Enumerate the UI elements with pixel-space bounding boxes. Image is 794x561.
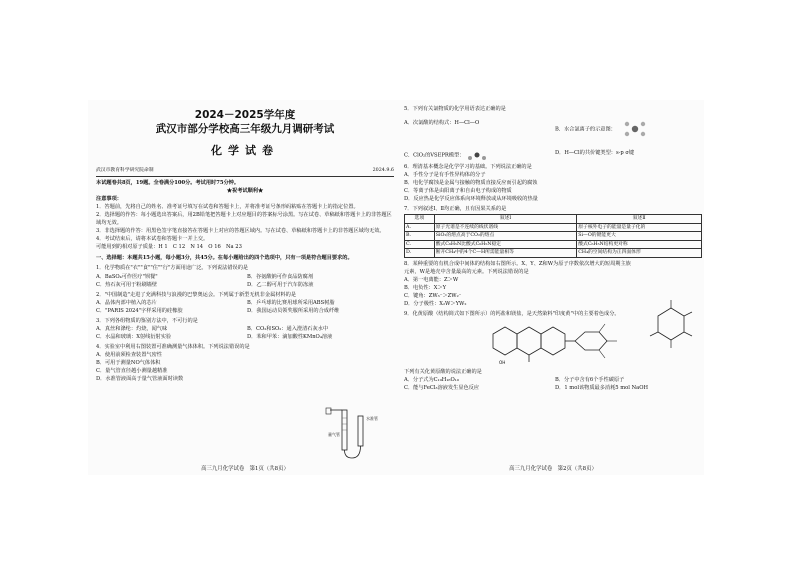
option-b: B．可用于测量NO气体体积 [96, 360, 161, 367]
page-1 [96, 100, 394, 475]
table-cell: D. [405, 249, 435, 257]
notice-title: 注意事项： [96, 195, 122, 202]
option-a: A．手性分子是有手性异构体的分子 [404, 172, 486, 179]
option-c: C．量气管直径越小测量越精准 [96, 368, 168, 375]
table-cell: Si—O的键能更大 [577, 232, 702, 240]
option-b: B．电化学腐蚀是金属与接触的物质直接反应而引起的腐蚀 [404, 180, 538, 187]
intro-line: 本试题卷共8页，19题。全卷满分100分。考试用时75分钟。 [96, 179, 240, 186]
question-5 [404, 105, 702, 161]
page-2 [404, 100, 702, 475]
option-a: A．BaSO₄可作医疗"钡餐" [96, 273, 158, 280]
meta-line [96, 167, 394, 176]
option-b [555, 119, 702, 139]
table-cell: SiO₂的熔点高于CO₂的熔点 [434, 232, 577, 240]
option-c: C．"PARIS 2024"字样采用的硅橡胶 [96, 307, 183, 314]
question-stem: 6．理清基本概念是化学学习的基础。下列说法正确的是 [404, 164, 532, 171]
option-a: A．次氯酸的结构式：H—Cl—O [404, 120, 480, 127]
table-header: 叙述Ⅱ [577, 215, 702, 223]
hydroxyl-label: OH [499, 359, 506, 365]
question-stem: 7．下列叙述Ⅰ、Ⅱ均正确，且有因果关系的是 [404, 206, 507, 213]
table-cell: 原子核外电子的能量是量子化的 [577, 223, 702, 231]
option-d: D．我国运动员领奖服所采用的合成纤维 [247, 307, 340, 314]
option-d: D．1 mol该物质最多消耗5 mol NaOH [555, 385, 649, 392]
option-a: A．晶体内部中植入的芯片 [96, 299, 157, 306]
water-pipe-label: 水准管 [366, 416, 378, 421]
question-3 [96, 317, 394, 341]
notice-2: 2．选择题的作答：每小题选出答案后，用2B铅笔把答题卡上对应题目的答案标号涂黑。写在试卷、草稿纸和答题卡上的非答题区域均无效。 [96, 212, 392, 227]
table-cell: C. [405, 240, 435, 248]
xanthone-glycoside-diagram [473, 318, 633, 368]
option-d: D．苯和甲苯：滴加酸性KMnO₄溶液 [247, 333, 333, 340]
option-a: A．分子式为C₁₉H₁₆O₁₀ [404, 377, 459, 384]
table-row [405, 240, 702, 248]
table-header: 选项 [405, 215, 435, 223]
table-header: 叙述Ⅰ [434, 215, 577, 223]
intermediate-structure-diagram [644, 296, 698, 356]
atomic-mass: 可能用到的相对原子质量：H 1 C 12 N 14 O 16 Na 23 [96, 244, 242, 251]
gas-burette-apparatus [320, 406, 380, 460]
section-title: 一、选择题：本题共15小题，每小题3分，共45分。在每小题给出的四个选项中，只有一项是符合题目要求的。 [96, 255, 353, 262]
question-stem: 4．实验室中利用右图装置可准确测量气体体积。下列说法错误的是 [96, 344, 250, 350]
table-cell: 酸式C₆H₅N结构更对称 [577, 240, 702, 248]
question-6 [404, 163, 702, 203]
hydrated-chloride-diagram [618, 119, 652, 139]
option-c: C．键角：ZW₃⁻＞ZW₂⁻ [404, 292, 462, 299]
option-c: C．热石灰可用于粉刷墙壁 [96, 281, 158, 288]
table-row [405, 232, 702, 240]
option-a: A．第一电离能：Z＞W [404, 276, 459, 283]
notice-3: 3．非选择题的作答：用黑色签字笔直接答在答题卡上对应的答题区域内。写在试卷、草稿纸和答题卡上的非答题区域均无效。 [96, 228, 385, 235]
page-footer: 高三九月化学试卷 第2页（共8页） [509, 465, 597, 472]
notice-1: 1．答题前，先将自己的姓名、准考证号填写在试卷和答题卡上，并将准考证号条形码粘贴在答题卡上的指定位置。 [96, 204, 359, 210]
question-stem: 5．下列有关氯物质的化学用语表达正确的是 [404, 106, 506, 112]
option-b: B．电负性：X＞Y [404, 284, 447, 291]
table-cell: 酸式C₆H₅N比酸式C₆H₅N稳定 [434, 240, 577, 248]
table-cell: CH₄的空间结构为正四面体形 [577, 249, 702, 257]
table-cell: A. [405, 223, 435, 231]
option-b: B．乒乓球的比赛用球所采用ABS树脂 [247, 299, 335, 306]
question-8 [404, 260, 634, 308]
option-d: D．反应热是化学反应体系向环境释放或从环境吸收的热量 [404, 196, 538, 203]
exam-year: 2024－2025学年度 [194, 109, 296, 121]
option-c-label: C．ClO₂的VSEPR模型： [404, 152, 465, 159]
gas-pipe-label: 量气管 [328, 432, 340, 437]
question-2 [96, 291, 394, 315]
option-d: D．分子极性：X₂W＞YW₂ [404, 300, 467, 307]
question-stem: 8．某种重要的有机合成中间体的结构如右图所示。X、Y、Z和W为原子序数依次增大的短周期主族元素，W是地壳中含量最高的元素。下列说法错误的是 [404, 260, 631, 275]
exam-subject: 化学试卷 [211, 144, 279, 158]
table-row [405, 223, 702, 231]
table-row [405, 249, 702, 257]
option-b: B．分子中含有6个手性碳原子 [555, 377, 625, 384]
exam-school: 武汉市部分学校高三年级九月调研考试 [155, 123, 335, 136]
option-b: B．谷氨酸钠可作食品防腐剂 [247, 273, 314, 280]
question-stem: 9．化黄原酸（结构简式如下图所示）的钙盐和镁盐，是天然染料"印度黄"中的主要着色成分。 [404, 310, 620, 317]
table-cell: B. [405, 232, 435, 240]
option-b: B．CO₂和SO₂：通入澄清石灰水中 [247, 325, 329, 332]
good-luck: ★祝考试顺利★ [226, 187, 264, 194]
option-a: A．使用前须检查装置气密性 [96, 352, 162, 359]
table-cell: 原子光谱是不连续的线状谱线 [434, 223, 577, 231]
question-stem: 2．"中国制造"走进了充满科技与浪漫的巴黎奥运会。下列属于新型无机非金属材料的是 [96, 291, 297, 298]
exam-sheet [88, 100, 704, 475]
option-a: A．真丝和涤纶：灼烧，闻气味 [96, 325, 168, 332]
statement-table [404, 214, 702, 257]
publisher: 武汉市教育科学研究院命制 [96, 168, 154, 174]
option-b-label: B．水合氯离子的示意图： [555, 126, 616, 133]
option-c: C．水晶和玻璃：X射线衍射实验 [96, 333, 172, 340]
option-d: D．水准管液面高于量气管液面时读数 [96, 376, 184, 383]
option-d: D．H—Cl的共价键类型：s-p σ键 [555, 150, 635, 157]
option-d: D．乙二醇可用于汽车防冻液 [247, 281, 314, 288]
notice-4: 4．考试结束后，请将本试卷和答题卡一并上交。 [96, 236, 209, 243]
question-stem: 1．化学物质在"衣""食""住""行"方面用途广泛。下列说法错误的是 [96, 265, 249, 272]
option-c: C．能与FeCl₃溶液发生显色反应 [404, 385, 480, 392]
question-4 [96, 343, 306, 383]
option-c: C．等离子体是由阳离子和自由电子构成的物质 [404, 188, 512, 195]
vsepr-model-diagram [466, 149, 488, 161]
question-subprompt: 下列有关化黄原酸的说法正确的是 [404, 368, 482, 375]
table-cell: 断开CH₄中的4个C—H所需能量相等 [434, 249, 577, 257]
option-c [404, 149, 551, 161]
question-stem: 3．下列各组物质的鉴别方法中，不可行的是 [96, 317, 198, 324]
page-footer: 高三九月化学试卷 第1页（共8页） [201, 465, 289, 472]
exam-date: 2024.9.6 [372, 168, 394, 174]
question-7 [404, 205, 702, 257]
question-1 [96, 264, 394, 288]
